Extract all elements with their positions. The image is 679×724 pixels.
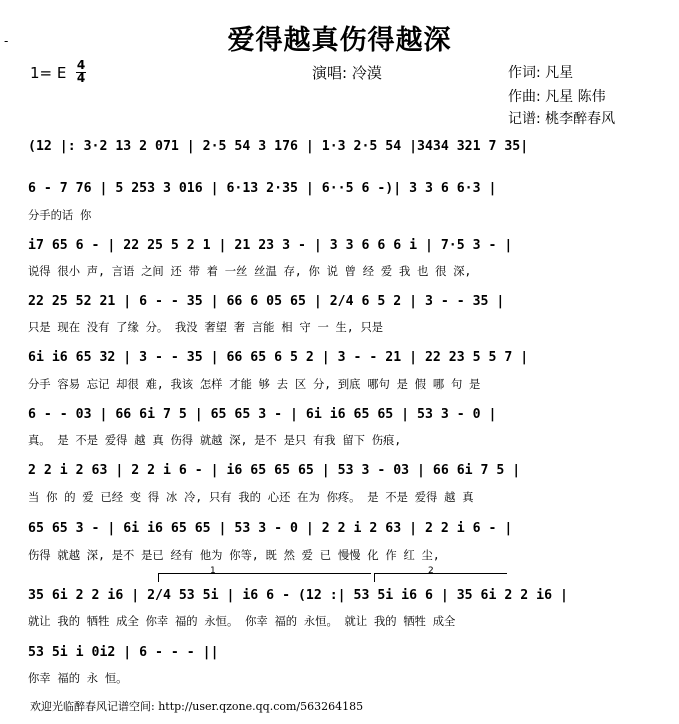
corner-dash: - (4, 34, 9, 48)
volta-number-1: 1 (210, 566, 216, 576)
score-system-6: 6 - - 03 | 66 6i 7 5 | 65 65 3 - | 6i i6 65 65 | 53 3 - 0 | (28, 407, 497, 422)
lyric-line-10: 你幸 福的 永 恒。 (28, 672, 128, 685)
score-system-4: 22 25 52 21 | 6 - - 35 | 66 6 05 65 | 2/4 6 5 2 | 3 - - 35 | (28, 294, 505, 309)
lyric-line-5: 分手 容易 忘记 却很 难, 我该 怎样 才能 够 去 区 分, 到底 哪句 是 假 哪 句 是 (28, 378, 481, 391)
footer-link-text: 欢迎光临醉春风记谱空间: http://user.qzone.qq.com/563264185 (30, 700, 364, 713)
score-system-1: (12 |: 3·2 13 2 071 | 2·5 54 3 176 | 1·3 2·5 54 |3434 321 7 35| (28, 139, 529, 154)
score-system-3: i7 65 6 - | 22 25 5 2 1 | 21 23 3 - | 3 3 6 6 6 i | 7·5 3 - | (28, 238, 513, 253)
lyric-line-9: 就让 我的 牺牲 成全 你幸 福的 永恒。 你幸 福的 永恒。 就让 我的 牺牲 成全 (28, 615, 456, 628)
lyric-line-2: 分手的话 你 (28, 209, 92, 222)
score-system-8: 65 65 3 - | 6i i6 65 65 | 53 3 - 0 | 2 2 i 2 63 | 2 2 i 6 - | (28, 521, 513, 536)
song-title: 爱得越真伤得越深 (227, 25, 452, 56)
volta-number-2: 2 (428, 566, 434, 576)
time-signature (76, 60, 86, 84)
lyric-line-8: 伤得 就越 深, 是不 是已 经有 他为 你等, 既 然 爱 已 慢慢 化 作 红 尘, (28, 549, 440, 562)
volta-bracket-1 (158, 573, 371, 582)
transcriber-credit: 记谱: 桃李醉春风 (508, 111, 616, 127)
key-signature: 1= E (30, 64, 67, 82)
score-system-10: 53 5i i 0i2 | 6 - - - || (28, 645, 219, 660)
composer-credit: 作曲: 凡星 陈伟 (508, 89, 606, 105)
lyric-line-3: 说得 很小 声, 言语 之间 还 带 着 一丝 丝温 存, 你 说 曾 经 爱 我 也 很 深, (28, 265, 472, 278)
score-system-5: 6i i6 65 32 | 3 - - 35 | 66 65 6 5 2 | 3 - - 21 | 22 23 5 5 7 | (28, 350, 529, 365)
singer-credit: 演唱: 冷漠 (312, 64, 382, 82)
lyric-line-7: 当 你 的 爱 已经 变 得 冰 冷, 只有 我的 心还 在为 你疼。 是 不是 爱得 越 真 (28, 491, 474, 504)
volta-bracket-2 (374, 573, 507, 582)
lyric-line-6: 真。 是 不是 爱得 越 真 伤得 就越 深, 是不 是只 有我 留下 伤痕, (28, 434, 402, 447)
lyric-line-4: 只是 现在 没有 了缘 分。 我没 奢望 奢 言能 相 守 一 生, 只是 (28, 321, 384, 334)
lyricist-credit: 作词: 凡星 (508, 65, 574, 81)
score-system-2: 6 - 7 76 | 5 253 3 016 | 6·13 2·35 | 6··5 6 -)| 3 3 6 6·3 | (28, 181, 497, 196)
score-system-9: 35 6i 2 2 i6 | 2/4 53 5i | i6 6 - (12 :| 53 5i i6 6 | 35 6i 2 2 i6 | (28, 588, 568, 603)
time-signature-top: 4 (76, 58, 86, 72)
score-system-7: 2 2 i 2 63 | 2 2 i 6 - | i6 65 65 65 | 53 3 - 03 | 66 6i 7 5 | (28, 463, 521, 478)
time-signature-bottom: 4 (76, 71, 86, 85)
